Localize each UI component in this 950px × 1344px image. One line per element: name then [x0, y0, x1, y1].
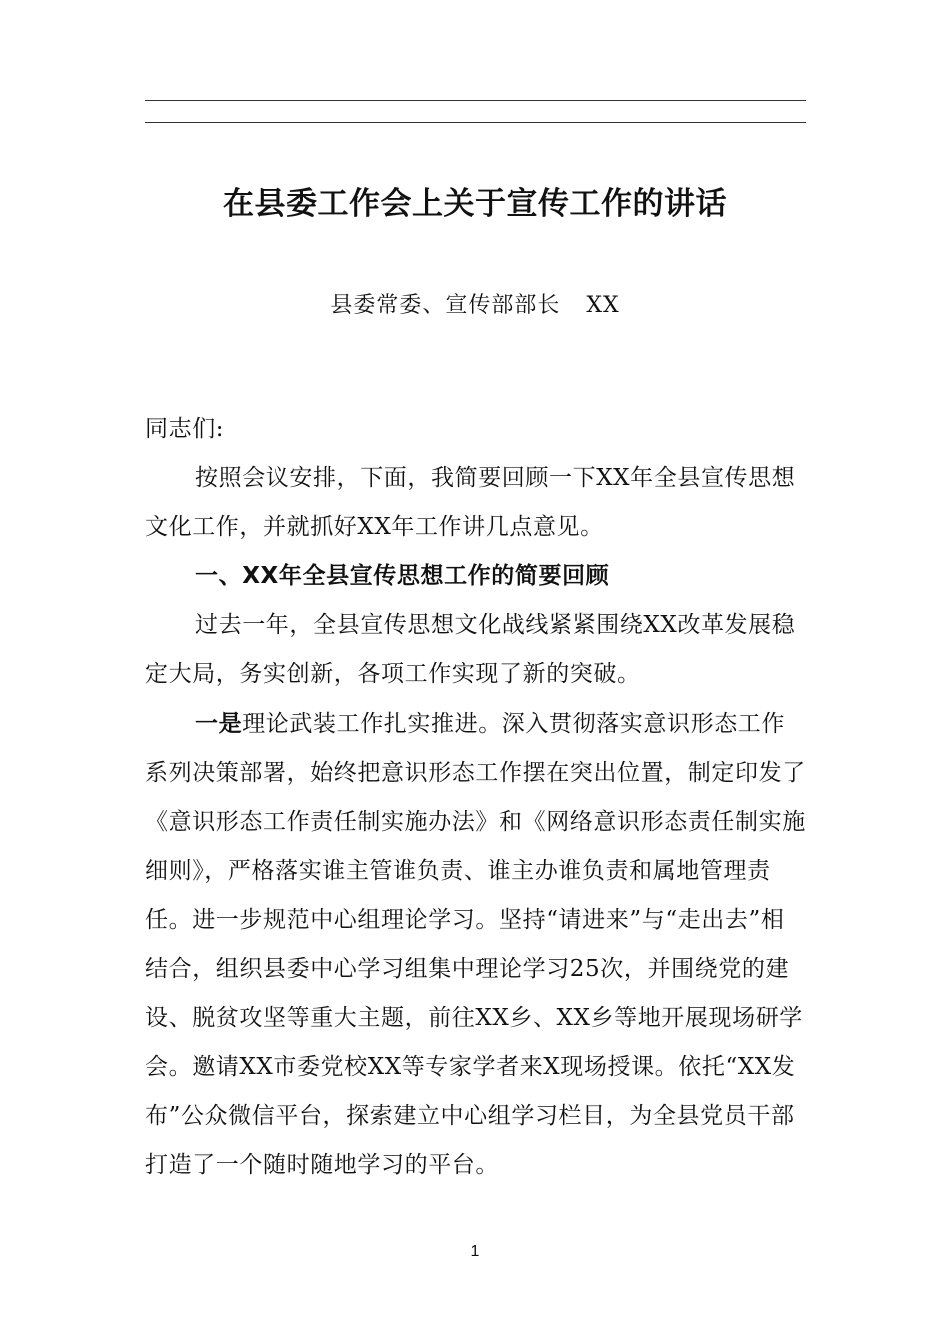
header-rule-bottom — [145, 122, 806, 123]
header-rule-top — [145, 100, 806, 101]
author-role: 县委常委、宣传部部长 — [330, 293, 561, 318]
intro-paragraph: 按照会议安排，下面，我简要回顾一下XX年全县宣传思想文化工作，并就抓好XX年工作讲几点意见。 — [145, 465, 796, 540]
author-line — [0, 288, 950, 319]
section-paragraph: 过去一年，全县宣传思想文化战线紧紧围绕XX改革发展稳定大局，务实创新，各项工作实现了新的突破。 — [145, 612, 796, 687]
point-one-paragraph — [145, 700, 806, 1190]
document-title: 在县委工作会上关于宣传工作的讲话 — [223, 186, 727, 222]
page-number: 1 — [470, 1243, 480, 1260]
greeting: 同志们: — [145, 416, 225, 442]
point-one-text: 理论武装工作扎实推进。深入贯彻落实意识形态工作系列决策部署，始终把意识形态工作摆在突出位置，制定印发了《意识形态工作责任制实施办法》和《网络意识形态责任制实施细则》，严格落实谁主管谁负责、谁主办谁负责和属地管理责任。进一步规范中心组理论学习。坚持“请进来”与“走出去”相结合，组织县委中心学习组集中理论学习25次，并围绕党的建设、脱贫攻坚等重大主题，前往XX乡、XX乡等地开展现场研学会。邀请XX市委党校XX等专家学者来X现场授课。依托“XX发布”公众微信平台，探索建立中心组学习栏目，为全县党员干部打造了一个随时随地学习的平台。 — [145, 711, 806, 1178]
point-one-lead: 一是 — [195, 711, 243, 737]
author-name: XX — [586, 293, 620, 318]
section-heading: 一、XX年全县宣传思想工作的简要回顾 — [195, 563, 610, 589]
